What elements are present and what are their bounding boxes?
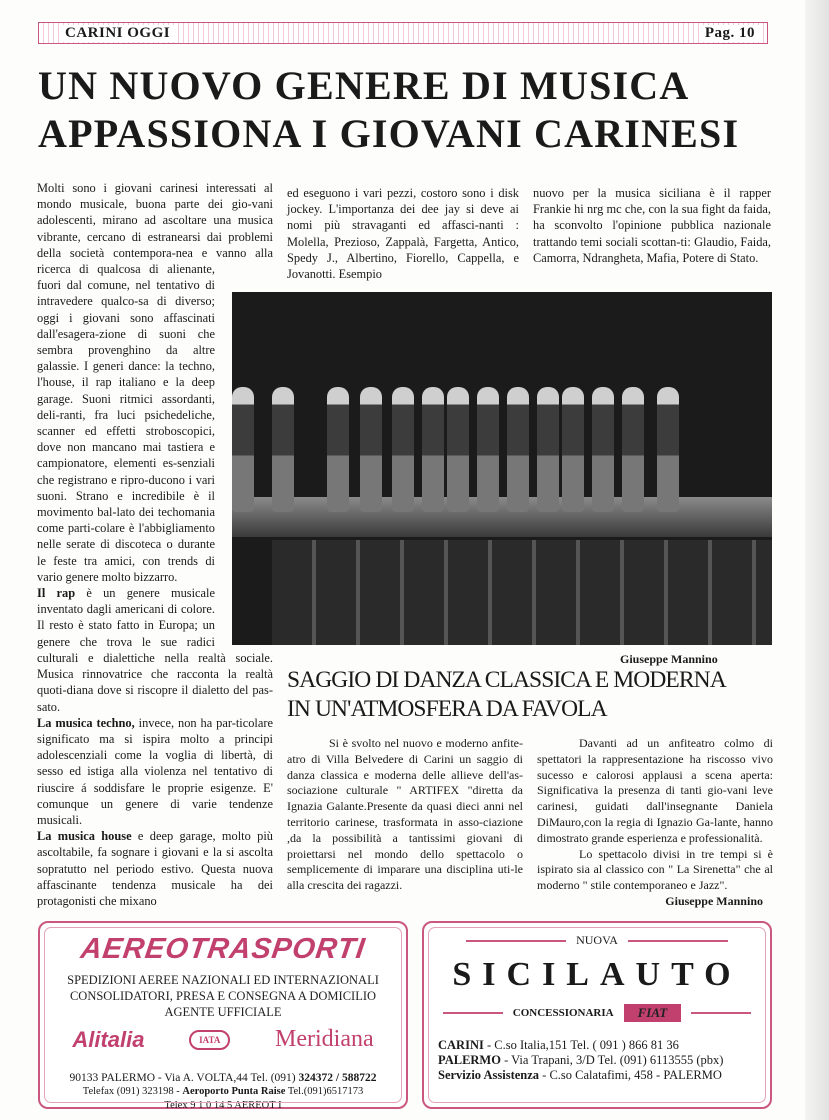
photo-credit: Giuseppe Mannino [620,652,718,666]
article-title [38,62,778,158]
page-number: Pag. 10 [701,25,759,42]
paragraph: Davanti ad un anfiteatro colmo di spettatori la rappresentazione ha riscosso vivo sucesso e calorosi applausi a scena aperta: Significativa la presenza di tanti gio-vani leve carinesi, guidati dall'insegnante Daniela DiMauro,con la regia di Ignazio Ga-lante, hanno dimostrato grande esperienza e professionalità. [537,736,773,845]
title-line: APPASSIONA I GIOVANI CARINESI [38,111,740,156]
ad-aereotrasporti: AEREOTRASPORTI SPEDIZIONI AEREE NAZIONALI ED INTERNAZIONALI CONSOLIDATORI, PRESA E CONSEGNA A DOMICILIO AGENTE UFFICIALE Alitalia IATA Meridiana 90133 PALERMO - Via A. VOLTA,44 Tel. (091) 324372 / 588722 Telefax (091) 323198 - Aeroporto Punta Raise Tel.(091)6517173 Telex 9 1 0 14 5 AEREOT I [38,921,408,1109]
article2-body [287,736,773,910]
meridiana-logo: Meridiana [275,1026,374,1052]
iata-logo: IATA [189,1030,230,1050]
article2-title: SAGGIO DI DANZA CLASSICA E MODERNA IN UN'ATMOSFERA DA FAVOLA [287,667,726,722]
ad-sicilauto: NUOVA SICILAUTO CONCESSIONARIA FIAT CARINI - C.so Italia,151 Tel. ( 091 ) 866 81 36 PALERMO - Via Trapani, 3/D Tel. (091) 6113555 (pbx) Servizio Assistenza - C.so Calatafimi, 458 - PALERMO [422,921,772,1109]
paragraph: Si è svolto nel nuovo e moderno anfite-atro di Villa Belvedere di Carini un saggio di danza classica e moderna delle allieve dell'as-sociazione culturale " ARTIFEX "diretta da Ignazia Galante.Presente da quasi dieci anni nel territorio carinese, trasformata in asso-ciazione ,da la possibilità a tantissimi giovani di proiettarsi nel mondo dello spettacolo o semplicemente di imparare una disciplina uti-le alla crescita dei ragazzi. [287,736,523,893]
article2-author: Giuseppe Mannino [665,893,763,908]
fiat-logo: FIAT [624,1004,682,1022]
paragraph: La musica techno, invece, non ha par-ticolare significato ma si ispira molto a principi adolescenziali come la voglia di libertà, di sesso ed istiga alla violenza nel tentativo di riuscire á soddisfare le proprie esigenze. E' comunque un genere di varie tendenze musicali. [37,715,273,827]
page-header [38,22,768,44]
page-edge [805,0,829,1120]
ad-brand: SICILAUTO [452,956,742,993]
title-line: UN NUOVO GENERE DI MUSICA [38,63,690,108]
ad-brand: AEREOTRASPORTI [78,933,368,965]
paragraph: Molti sono i giovani carinesi interessati al mondo musicale, buona parte dei gio-vani adolescenti, mirano ad ascoltare una musica vibrante, cercano di estranearsi dai problemi della società contempora-nea e vanno alla ricerca di qualcosa di alienante, fuori dal comune, nel tentativo di intravedere qualco-sa di diverso; oggi i giovani sono affascinati dall'esagera-zione di suoni che sembra provenghino da altre galassie. I generi dance: la techno, l'house, il rap italiano e la deep garage. Suoni ritmici assordanti, deli-ranti, fra luci psichedeliche, scanner ed effetti stroboscopici, dove non mancano mai tastiera e campionatore, elementi es-senziali che registrano e ripro-ducono i vari suoni. Strano e incredibile è il movimento bal-lato dei techomania come parti-colare è l'abbigliamento nelle serate di discoteca o durante le feste tra amici, con trends di vario genere molto bizzarro. [37,181,273,584]
article-column-3: nuovo per la musica siciliana è il rapper Frankie hi nrg mc che, con la sua fight da faida, ha sconvolto l'opinione pubblica nazionale trattando temi sociali scottan-ti: Glaudio, Faida, Camorra, Ndrangheta, Mafia, Potere di Stato. [533,186,771,265]
dance-photo [232,292,772,645]
paragraph: Il rap è un genere musicale inventato dagli americani di colore. Il resto è stato fatto in Europa; un genere che trova le sue radici culturali e dialettiche nella realtà sociale. Musica rinnovatrice che racconta la realtà quoti-diana dove si riscopre il dialetto del pas-sato. [37,586,273,714]
article-column-2: ed eseguono i vari pezzi, costoro sono i disk jockey. L'importanza dei dee jay si deve ai nomi più stravaganti ed affasci-nanti : Molella, Prezioso, Zappalà, Fargetta, Antico, Spedy J., Albertino, Fiorello, Cappella, e Jovanotti. Esempio [287,186,519,282]
alitalia-logo: Alitalia [72,1026,145,1052]
paragraph: Lo spettacolo divisi in tre tempi si è ispirato sia al classico con " La Sirenetta" che al moderno " stile contemporaneo e Jazz". [537,846,773,893]
paragraph: La musica house e deep garage, molto più ascoltabile, fa sognare i giovani e la si ascolta sopratutto nel periodo estivo. Questa nuova affascinante tendenza musicale ha dei protagonisti che mixano [37,829,273,908]
publication-name: CARINI OGGI [61,25,174,42]
